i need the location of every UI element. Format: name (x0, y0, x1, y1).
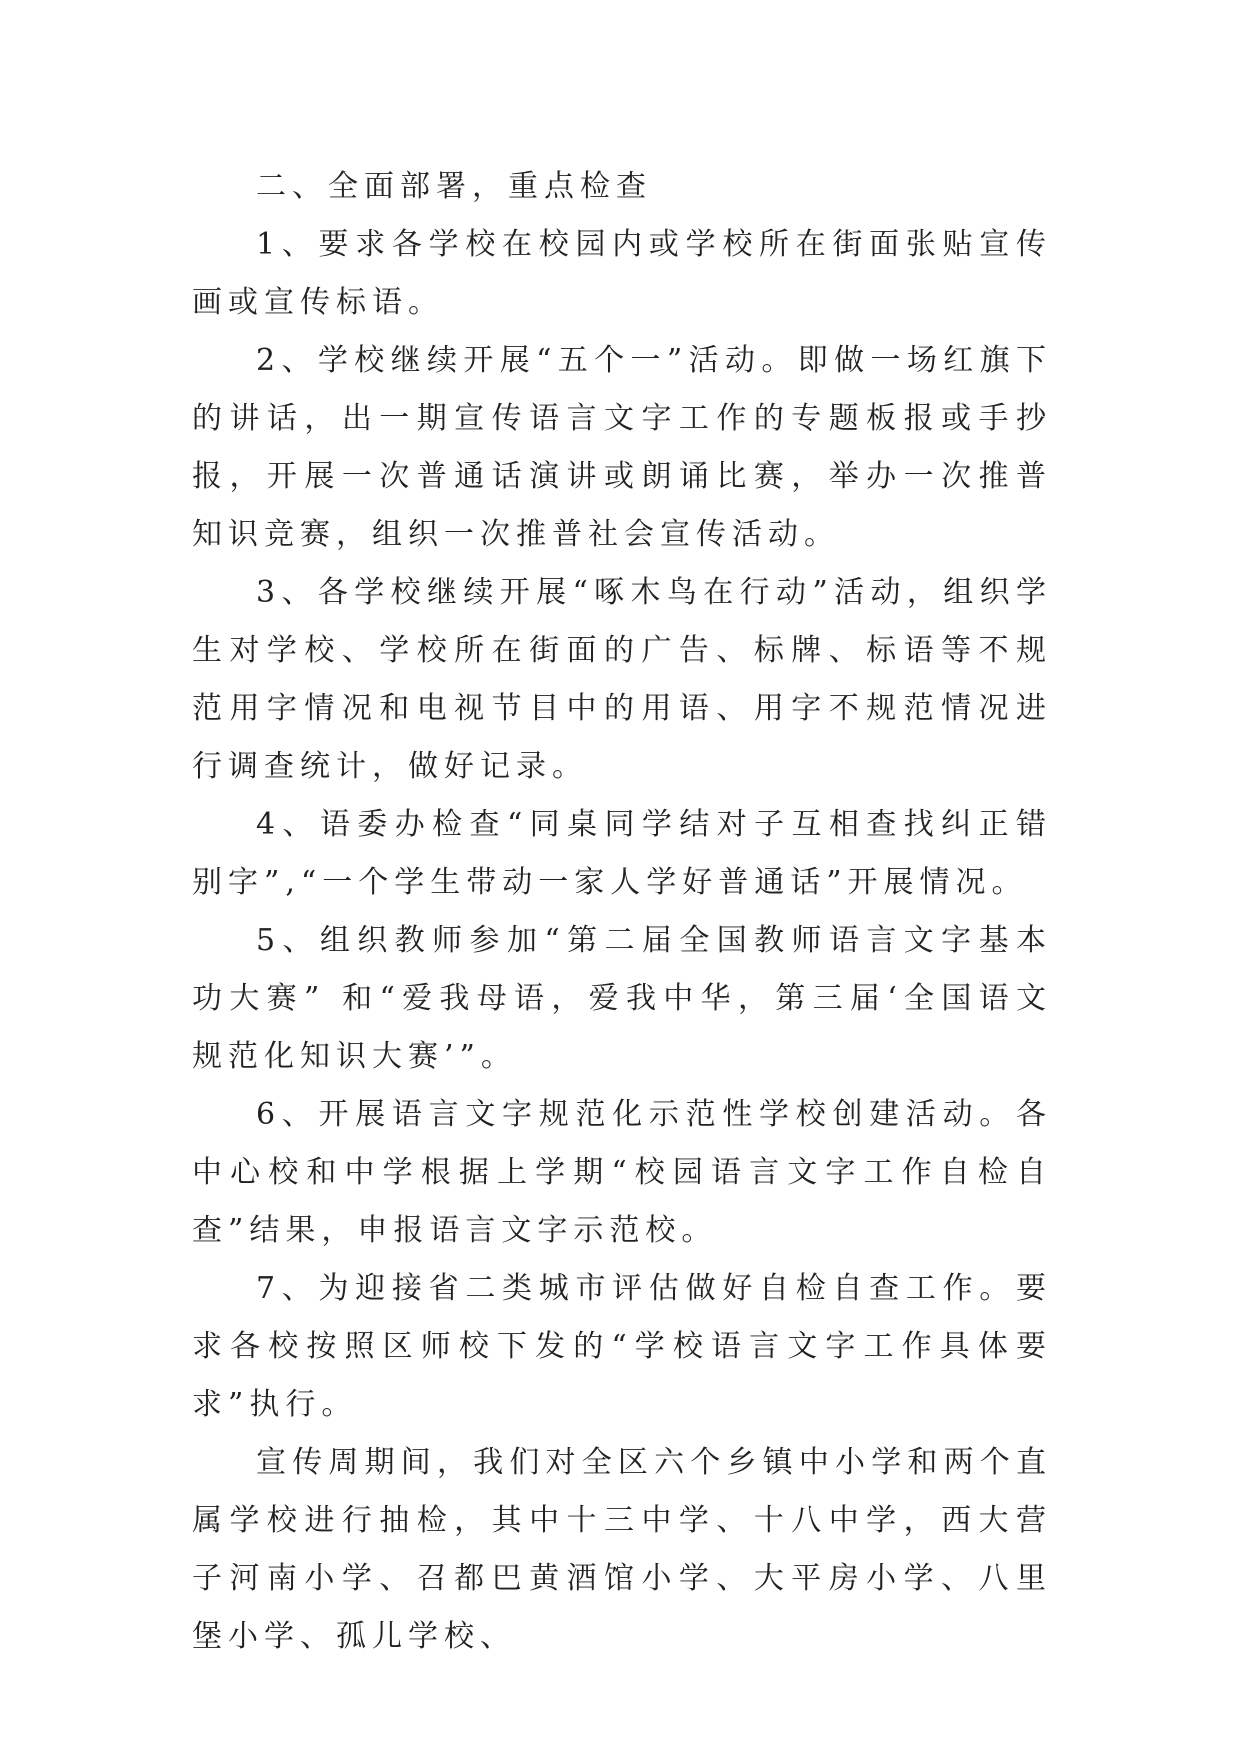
paragraph-summary: 宣传周期间，我们对全区六个乡镇中小学和两个直属学校进行抽检，其中十三中学、十八中学，西大营子河南小学、召都巴黄酒馆小学、大平房小学、八里堡小学、孤儿学校、 (192, 1445, 1052, 1654)
paragraph-7: 7、为迎接省二类城市评估做好自检自查工作。要求各校按照区师校下发的“学校语言文字工作具体要求”执行。 (192, 1271, 1052, 1422)
paragraph-1: 1、要求各学校在校园内或学校所在街面张贴宣传画或宣传标语。 (192, 227, 1052, 320)
paragraph-5: 5、组织教师参加“第二届全国教师语言文字基本功大赛” 和“爱我母语，爱我中华，第三届‘全国语文规范化知识大赛’”。 (192, 923, 1052, 1074)
paragraph-6: 6、开展语言文字规范化示范性学校创建活动。各中心校和中学根据上学期“校园语言文字工作自检自查”结果，申报语言文字示范校。 (192, 1097, 1052, 1248)
paragraph-4: 4、语委办检查“同桌同学结对子互相查找纠正错别字”,“一个学生带动一家人学好普通话”开展情况。 (192, 807, 1052, 900)
document-body (192, 158, 1052, 1666)
paragraph-3: 3、各学校继续开展“啄木鸟在行动”活动，组织学生对学校、学校所在街面的广告、标牌、标语等不规范用字情况和电视节目中的用语、用字不规范情况进行调查统计，做好记录。 (192, 575, 1052, 784)
paragraph-2: 2、学校继续开展“五个一”活动。即做一场红旗下的讲话，出一期宣传语言文字工作的专题板报或手抄报，开展一次普通话演讲或朗诵比赛，举办一次推普知识竞赛，组织一次推普社会宣传活动。 (192, 343, 1052, 552)
section-heading: 二、全面部署，重点检查 (256, 169, 652, 204)
